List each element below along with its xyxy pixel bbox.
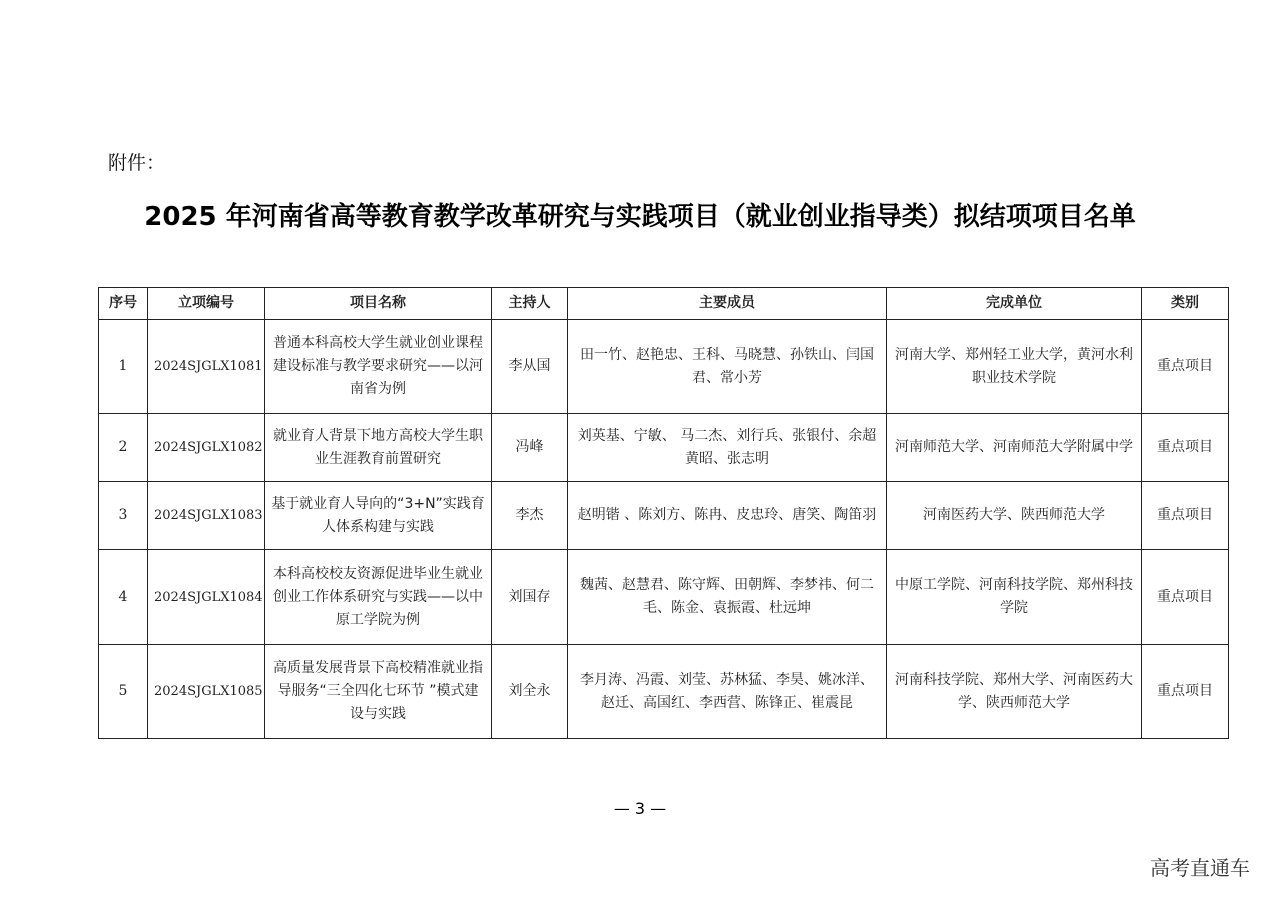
cell-category: 重点项目 — [1142, 320, 1229, 414]
watermark: 高考直通车 — [1150, 856, 1250, 880]
cell-units: 河南师范大学、河南师范大学附属中学 — [887, 414, 1142, 482]
cell-leader: 李从国 — [492, 320, 568, 414]
cell-category: 重点项目 — [1142, 550, 1229, 645]
cell-units: 河南医药大学、陕西师范大学 — [887, 482, 1142, 550]
column-header-leader: 主持人 — [492, 288, 568, 320]
cell-members: 刘英基、宁敏、 马二杰、刘行兵、张银付、余超 黄昭、张志明 — [568, 414, 887, 482]
cell-seq: 4 — [99, 550, 148, 645]
column-header-category: 类别 — [1142, 288, 1229, 320]
cell-seq: 1 — [99, 320, 148, 414]
header-row — [99, 288, 1229, 320]
cell-leader: 刘国存 — [492, 550, 568, 645]
table-row — [99, 482, 1229, 550]
table-header — [99, 288, 1229, 320]
cell-code: 2024SJGLX1084 — [148, 550, 265, 645]
page-number: — 3 — — [613, 799, 667, 818]
column-header-units: 完成单位 — [887, 288, 1142, 320]
document-title: 2025 年河南省高等教育教学改革研究与实践项目（就业创业指导类）拟结项项目名单 — [144, 202, 1136, 232]
table-row — [99, 320, 1229, 414]
cell-units: 中原工学院、河南科技学院、郑州科技学院 — [887, 550, 1142, 645]
column-header-members: 主要成员 — [568, 288, 887, 320]
cell-category: 重点项目 — [1142, 482, 1229, 550]
attachment-label: 附件： — [108, 152, 166, 174]
table-row — [99, 414, 1229, 482]
cell-members: 魏茜、赵慧君、陈守辉、田朝辉、李梦祎、何二毛、陈金、袁振霞、杜远坤 — [568, 550, 887, 645]
cell-code: 2024SJGLX1085 — [148, 645, 265, 739]
cell-units: 河南大学、郑州轻工业大学，黄河水利职业技术学院 — [887, 320, 1142, 414]
cell-category: 重点项目 — [1142, 645, 1229, 739]
column-header-name: 项目名称 — [265, 288, 492, 320]
cell-seq: 2 — [99, 414, 148, 482]
cell-members: 李月涛、冯霞、刘莹、苏林猛、李昊、姚冰洋、赵迁、高国红、李西营、陈锋正、崔震昆 — [568, 645, 887, 739]
cell-name: 普通本科高校大学生就业创业课程建设标准与教学要求研究——以河南省为例 — [265, 320, 492, 414]
table-row — [99, 645, 1229, 739]
column-header-code: 立项编号 — [148, 288, 265, 320]
cell-leader: 冯峰 — [492, 414, 568, 482]
table-body — [99, 320, 1229, 739]
cell-seq: 5 — [99, 645, 148, 739]
cell-name: 就业育人背景下地方高校大学生职业生涯教育前置研究 — [265, 414, 492, 482]
cell-name: 高质量发展背景下高校精准就业指导服务“三全四化七环节 ”模式建设与实践 — [265, 645, 492, 739]
cell-name: 基于就业育人导向的“3+N”实践育人体系构建与实践 — [265, 482, 492, 550]
table-row — [99, 550, 1229, 645]
cell-leader: 李杰 — [492, 482, 568, 550]
cell-seq: 3 — [99, 482, 148, 550]
cell-leader: 刘全永 — [492, 645, 568, 739]
cell-code: 2024SJGLX1083 — [148, 482, 265, 550]
cell-category: 重点项目 — [1142, 414, 1229, 482]
cell-units: 河南科技学院、郑州大学、河南医药大学、陕西师范大学 — [887, 645, 1142, 739]
project-table — [98, 287, 1229, 739]
cell-code: 2024SJGLX1081 — [148, 320, 265, 414]
cell-members: 田一竹、赵艳忠、王科、马晓慧、孙铁山、闫国君、常小芳 — [568, 320, 887, 414]
cell-members: 赵明锴 、陈刘方、陈冉、皮忠玲、唐笑、陶笛羽 — [568, 482, 887, 550]
cell-code: 2024SJGLX1082 — [148, 414, 265, 482]
cell-name: 本科高校校友资源促进毕业生就业创业工作体系研究与实践——以中原工学院为例 — [265, 550, 492, 645]
column-header-seq: 序号 — [99, 288, 148, 320]
